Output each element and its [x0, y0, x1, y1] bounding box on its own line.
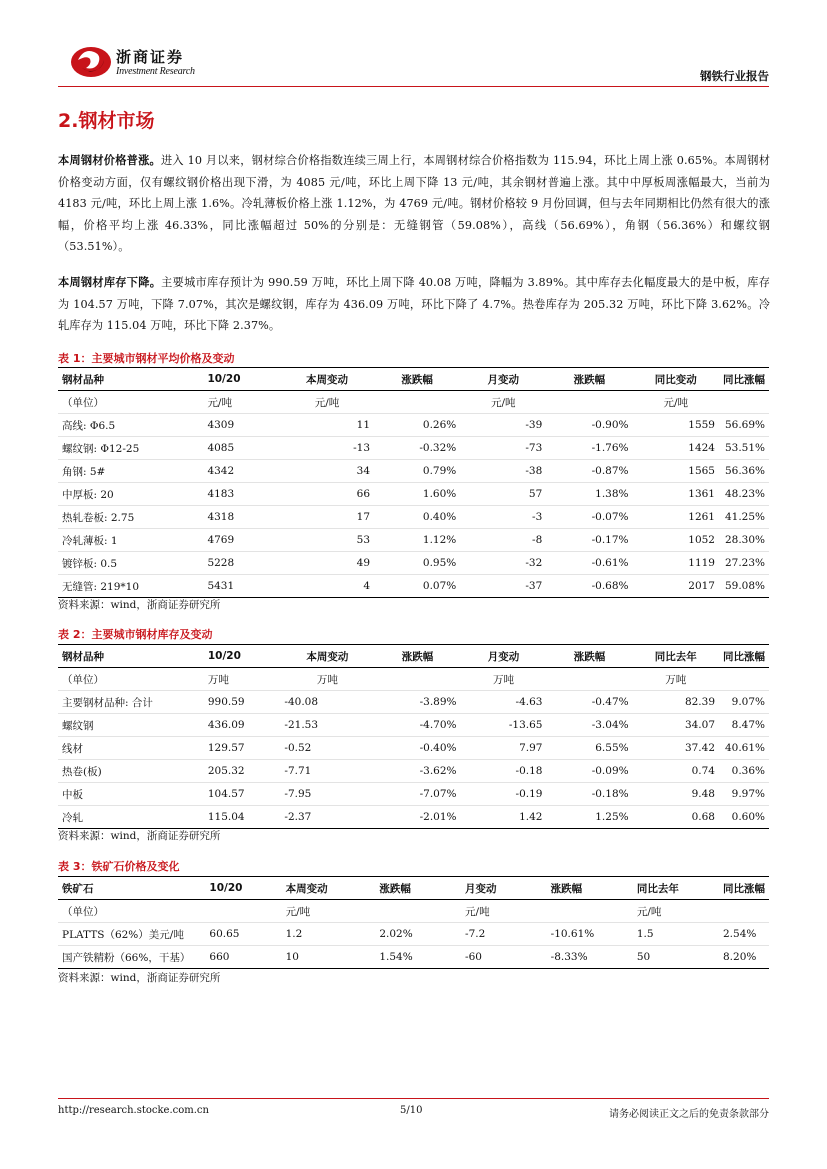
table2-cell: 冷轧: [58, 806, 204, 829]
table2-cell: 9.97%: [719, 783, 769, 806]
table1-cell: -8: [460, 529, 546, 552]
table2-cell: -3.89%: [374, 691, 460, 714]
table2-unit-cell: 万吨: [633, 668, 719, 691]
table2-cell: 990.59: [204, 691, 281, 714]
table1-cell: 53: [280, 529, 374, 552]
table1-cell: 4318: [203, 506, 279, 529]
table3-cell: -10.61%: [547, 923, 633, 946]
table1-unit-cell: [374, 391, 460, 414]
table1-cell: -0.17%: [546, 529, 632, 552]
logo-cn-text: 浙商证券: [116, 48, 185, 66]
table2-unit-cell: 万吨: [204, 668, 281, 691]
table2-cell: -0.18%: [546, 783, 632, 806]
table2-cell: -3.04%: [546, 714, 632, 737]
table2-title: 表 2：主要城市钢材库存及变动: [58, 628, 213, 641]
table1-cell: 1.38%: [546, 483, 632, 506]
table3-unit-cell: [375, 900, 461, 923]
table1-cell: -0.90%: [546, 414, 632, 437]
table1-cell: 镀锌板: 0.5: [58, 552, 203, 575]
table1-cell: 螺纹钢: Φ12-25: [58, 437, 203, 460]
table1-cell: 28.30%: [719, 529, 769, 552]
table3-unit-cell: 元/吨: [633, 900, 719, 923]
table-row: [58, 923, 769, 946]
table1-cell: -0.61%: [546, 552, 632, 575]
table1-cell: 48.23%: [719, 483, 769, 506]
paragraph-price-body: 进入 10 月以来，钢材综合价格指数连续三周上行，本周钢材综合价格指数为 115.94，环比上周上涨 0.65%。本周钢材价格变动方面，仅有螺纹钢价格出现下滑，为 4085 元/吨，环比上周下降 13 元/吨，其余钢材普遍上涨。其中中厚板周涨幅最大，当前为 4183 元/吨，环比上周上涨 1.6%。冷轧薄板价格上涨 1.12%，为 4769 元/吨。钢材价格较 9 月份回调，但与去年同期相比仍然有很大的涨幅，价格平均上涨 46.33%，同比涨幅超过 50%的分别是：无缝钢管（59.08%），高线（56.69%），角钢（56.36%）和螺纹钢（53.51%）。: [58, 154, 771, 254]
table-row: [58, 483, 769, 506]
table1-cell: 4769: [203, 529, 279, 552]
table-row: [58, 529, 769, 552]
table-row: [58, 946, 769, 969]
table1-cell: 4183: [203, 483, 279, 506]
table2-cell: -3.62%: [374, 760, 460, 783]
table1-header: 月变动: [460, 368, 546, 391]
table3-cell: -7.2: [461, 923, 547, 946]
table1-cell: -3: [460, 506, 546, 529]
table1-cell: 1424: [633, 437, 719, 460]
table1-cell: 49: [280, 552, 374, 575]
table2-cell: 螺纹钢: [58, 714, 204, 737]
table2-cell: 9.48: [633, 783, 719, 806]
table2-cell: 1.25%: [546, 806, 632, 829]
table-row: [58, 414, 769, 437]
table2-cell: 热卷(板): [58, 760, 204, 783]
table3-cell: -60: [461, 946, 547, 969]
table3-cell: 1.2: [282, 923, 376, 946]
table2-cell: -7.95: [280, 783, 374, 806]
table3-unit-cell: 元/吨: [282, 900, 376, 923]
table1-cell: -0.32%: [374, 437, 460, 460]
table1: [58, 367, 769, 598]
table3-unit-cell: [205, 900, 281, 923]
company-logo: [68, 40, 114, 80]
table2-cell: -21.53: [280, 714, 374, 737]
table1-cell: 1559: [633, 414, 719, 437]
table2-cell: 129.57: [204, 737, 281, 760]
table3-cell: 60.65: [205, 923, 281, 946]
table2-unit-cell: （单位）: [58, 668, 204, 691]
page-number: 5/10: [400, 1105, 423, 1116]
table1-units-row: [58, 391, 769, 414]
table2-cell: 0.60%: [719, 806, 769, 829]
table1-cell: 1.60%: [374, 483, 460, 506]
footer-divider: [58, 1098, 769, 1099]
table1-cell: 0.95%: [374, 552, 460, 575]
table3-header: 同比去年: [633, 877, 719, 900]
table2-cell: 115.04: [204, 806, 281, 829]
table3-cell: 1.5: [633, 923, 719, 946]
table2-cell: -0.40%: [374, 737, 460, 760]
table3-cell: 8.20%: [719, 946, 769, 969]
table1-unit-cell: 元/吨: [460, 391, 546, 414]
table1-cell: 34: [280, 460, 374, 483]
table2-cell: 8.47%: [719, 714, 769, 737]
table3-cell: PLATTS（62%）美元/吨: [58, 923, 205, 946]
table1-cell: 4309: [203, 414, 279, 437]
table2-cell: 6.55%: [546, 737, 632, 760]
table3-header: 本周变动: [282, 877, 376, 900]
paragraph-inventory-lead: 本周钢材库存下降。: [58, 276, 162, 289]
table1-cell: 1119: [633, 552, 719, 575]
table1-header: 10/20: [203, 368, 279, 391]
table1-cell: 冷轧薄板: 1: [58, 529, 203, 552]
table2-cell: -0.52: [280, 737, 374, 760]
table1-cell: 5228: [203, 552, 279, 575]
table2-cell: 7.97: [461, 737, 547, 760]
table1-cell: -37: [460, 575, 546, 598]
table2-cell: -7.71: [280, 760, 374, 783]
table1-cell: -0.87%: [546, 460, 632, 483]
table3-header: 10/20: [205, 877, 281, 900]
table1-header: 本周变动: [280, 368, 374, 391]
table1-cell: 57: [460, 483, 546, 506]
table2-units-row: [58, 668, 769, 691]
table1-cell: 66: [280, 483, 374, 506]
table1-unit-cell: 元/吨: [633, 391, 719, 414]
table1-cell: 0.07%: [374, 575, 460, 598]
table3-cell: 1.54%: [375, 946, 461, 969]
table2-cell: -4.63: [461, 691, 547, 714]
section-title: 2.钢材市场: [58, 110, 155, 132]
table2-cell: 0.74: [633, 760, 719, 783]
table2-cell: -0.18: [461, 760, 547, 783]
table1-unit-cell: （单位）: [58, 391, 203, 414]
table-row: [58, 437, 769, 460]
table1-cell: -32: [460, 552, 546, 575]
table3-cell: 2.02%: [375, 923, 461, 946]
table2-cell: 205.32: [204, 760, 281, 783]
table3-source: 资料来源：wind，浙商证券研究所: [58, 972, 221, 984]
footer-url[interactable]: http://research.stocke.com.cn: [58, 1105, 209, 1116]
table2: [58, 644, 769, 829]
table1-cell: 2017: [633, 575, 719, 598]
table2-source: 资料来源：wind，浙商证券研究所: [58, 830, 221, 842]
table1-unit-cell: [719, 391, 769, 414]
table3-unit-cell: （单位）: [58, 900, 205, 923]
table2-unit-cell: 万吨: [280, 668, 374, 691]
table1-header: 同比变动: [633, 368, 719, 391]
table2-cell: -0.09%: [546, 760, 632, 783]
table3-cell: 国产铁精粉（66%，干基）: [58, 946, 205, 969]
table1-unit-cell: 元/吨: [203, 391, 279, 414]
table1-header-row: [58, 368, 769, 391]
table2-header: 10/20: [204, 645, 281, 668]
table1-cell: 1.12%: [374, 529, 460, 552]
table1-cell: 中厚板: 20: [58, 483, 203, 506]
paragraph-inventory-body: 主要城市库存预计为 990.59 万吨，环比上周下降 40.08 万吨，降幅为 3.89%。其中库存去化幅度最大的是中板，库存为 104.57 万吨，下降 7.07%，其次是螺纹钢，库存为 436.09 万吨，环比下降了 4.7%。热卷库存为 205.32 万吨，环比下降 3.62%。冷轧库存为 115.04 万吨，环比下降 2.37%。: [58, 276, 770, 333]
table3-cell: -8.33%: [547, 946, 633, 969]
table1-cell: 4085: [203, 437, 279, 460]
table2-header: 同比去年: [633, 645, 719, 668]
table-row: [58, 760, 769, 783]
table2-cell: 436.09: [204, 714, 281, 737]
table-row: [58, 806, 769, 829]
table-row: [58, 691, 769, 714]
table1-cell: 41.25%: [719, 506, 769, 529]
table1-cell: 56.36%: [719, 460, 769, 483]
table3-cell: 2.54%: [719, 923, 769, 946]
table1-header: 涨跌幅: [546, 368, 632, 391]
table2-cell: 37.42: [633, 737, 719, 760]
table2-cell: -2.01%: [374, 806, 460, 829]
header-divider: [58, 86, 769, 87]
table1-cell: 53.51%: [719, 437, 769, 460]
table1-source: 资料来源：wind，浙商证券研究所: [58, 599, 221, 611]
table2-cell: -0.47%: [546, 691, 632, 714]
table1-cell: 11: [280, 414, 374, 437]
table2-cell: -4.70%: [374, 714, 460, 737]
table3-unit-cell: 元/吨: [461, 900, 547, 923]
table2-header: 涨跌幅: [546, 645, 632, 668]
table3-header: 同比涨幅: [719, 877, 769, 900]
table2-header: 本周变动: [280, 645, 374, 668]
table2-header: 同比涨幅: [719, 645, 769, 668]
table1-cell: -13: [280, 437, 374, 460]
table3-units-row: [58, 900, 769, 923]
table1-cell: -39: [460, 414, 546, 437]
table2-header: 钢材品种: [58, 645, 204, 668]
table2-cell: 9.07%: [719, 691, 769, 714]
table1-cell: 1261: [633, 506, 719, 529]
table1-header: 同比涨幅: [719, 368, 769, 391]
table2-cell: 0.68: [633, 806, 719, 829]
table1-header: 钢材品种: [58, 368, 203, 391]
table-row: [58, 506, 769, 529]
table1-cell: -38: [460, 460, 546, 483]
table3-cell: 50: [633, 946, 719, 969]
table2-cell: 34.07: [633, 714, 719, 737]
table1-cell: -1.76%: [546, 437, 632, 460]
table2-header: 涨跌幅: [374, 645, 460, 668]
table2-unit-cell: [546, 668, 632, 691]
table3: [58, 876, 769, 969]
table1-unit-cell: 元/吨: [280, 391, 374, 414]
table2-cell: -0.19: [461, 783, 547, 806]
table2-cell: 1.42: [461, 806, 547, 829]
table1-cell: 59.08%: [719, 575, 769, 598]
table3-title: 表 3：铁矿石价格及变化: [58, 860, 180, 873]
table2-unit-cell: [374, 668, 460, 691]
table-row: [58, 783, 769, 806]
table2-cell: 线材: [58, 737, 204, 760]
logo-en-text: Investment Research: [116, 66, 195, 77]
table2-unit-cell: 万吨: [461, 668, 547, 691]
table3-unit-cell: [547, 900, 633, 923]
table3-unit-cell: [719, 900, 769, 923]
table-row: [58, 460, 769, 483]
table1-cell: 27.23%: [719, 552, 769, 575]
table2-cell: 中板: [58, 783, 204, 806]
footer-disclaimer: 请务必阅读正文之后的免责条款部分: [609, 1109, 769, 1120]
paragraph-inventory: [58, 272, 770, 337]
table1-cell: -0.07%: [546, 506, 632, 529]
table1-cell: 无缝管: 219*10: [58, 575, 203, 598]
table3-header: 涨跌幅: [547, 877, 633, 900]
table1-cell: 0.26%: [374, 414, 460, 437]
table3-header-row: [58, 877, 769, 900]
table2-cell: 主要钢材品种: 合计: [58, 691, 204, 714]
table1-title: 表 1：主要城市钢材平均价格及变动: [58, 352, 235, 365]
table1-header: 涨跌幅: [374, 368, 460, 391]
table2-cell: -2.37: [280, 806, 374, 829]
table1-cell: 17: [280, 506, 374, 529]
table2-cell: -7.07%: [374, 783, 460, 806]
table-row: [58, 737, 769, 760]
report-type: 钢铁行业报告: [700, 69, 769, 83]
table-row: [58, 714, 769, 737]
table1-cell: 1565: [633, 460, 719, 483]
table2-cell: 104.57: [204, 783, 281, 806]
table1-cell: 0.79%: [374, 460, 460, 483]
table1-cell: 高线: Φ6.5: [58, 414, 203, 437]
paragraph-price: [58, 150, 770, 258]
table2-cell: 40.61%: [719, 737, 769, 760]
table1-cell: 5431: [203, 575, 279, 598]
table1-cell: -73: [460, 437, 546, 460]
table3-header: 月变动: [461, 877, 547, 900]
paragraph-price-lead: 本周钢材价格普涨。: [58, 154, 161, 167]
table3-header: 铁矿石: [58, 877, 205, 900]
table2-cell: 82.39: [633, 691, 719, 714]
table2-header-row: [58, 645, 769, 668]
table2-cell: -40.08: [280, 691, 374, 714]
table1-cell: 4: [280, 575, 374, 598]
table3-cell: 10: [282, 946, 376, 969]
table1-cell: -0.68%: [546, 575, 632, 598]
table3-cell: 660: [205, 946, 281, 969]
table1-unit-cell: [546, 391, 632, 414]
table1-cell: 热轧卷板: 2.75: [58, 506, 203, 529]
table1-cell: 56.69%: [719, 414, 769, 437]
table-row: [58, 552, 769, 575]
table1-cell: 0.40%: [374, 506, 460, 529]
table3-header: 涨跌幅: [375, 877, 461, 900]
table1-cell: 1361: [633, 483, 719, 506]
table1-cell: 4342: [203, 460, 279, 483]
table2-cell: 0.36%: [719, 760, 769, 783]
table1-cell: 1052: [633, 529, 719, 552]
table-row: [58, 575, 769, 598]
table2-header: 月变动: [461, 645, 547, 668]
table1-cell: 角钢: 5#: [58, 460, 203, 483]
table2-unit-cell: [719, 668, 769, 691]
table2-cell: -13.65: [461, 714, 547, 737]
